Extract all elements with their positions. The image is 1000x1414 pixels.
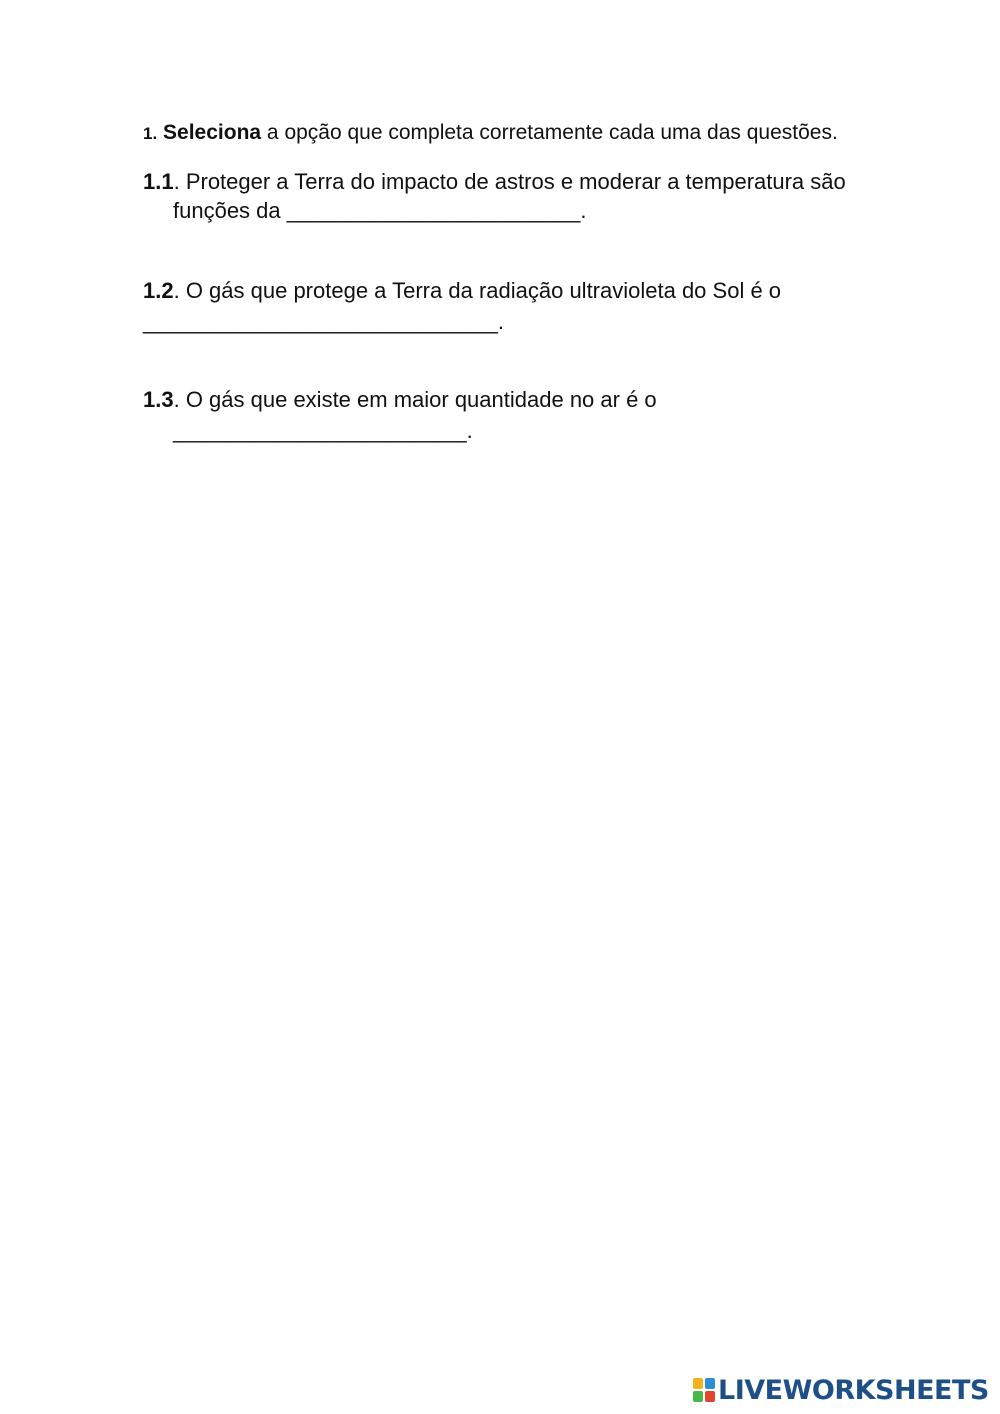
mark-square-green: [693, 1391, 703, 1402]
instruction-number: 1.: [143, 124, 158, 143]
question-1-1-text: . Proteger a Terra do impacto de astros e moderar a temperatura são: [173, 169, 846, 194]
mark-square-red: [705, 1391, 715, 1402]
liveworksheets-wordmark: LIVEWORKSHEETS: [718, 1374, 989, 1406]
question-1-1-number: 1.1: [143, 169, 174, 194]
question-1-1-blank[interactable]: funções da ________________________.: [173, 198, 587, 223]
question-1-2-line-1: [143, 276, 781, 306]
mark-square-yellow: [693, 1378, 703, 1389]
question-1-2-number: 1.2: [143, 278, 174, 303]
mark-square-blue: [705, 1378, 715, 1389]
question-1-2-blank[interactable]: _____________________________.: [143, 309, 504, 334]
question-1-3-blank[interactable]: ________________________.: [173, 418, 473, 443]
question-1-3-number: 1.3: [143, 387, 174, 412]
instruction-line: [143, 120, 943, 147]
question-1-3-answer-line[interactable]: [173, 416, 473, 446]
question-1-3-text: . O gás que existe em maior quantidade no ar é o: [173, 387, 657, 412]
instruction-bold-word: Seleciona: [163, 121, 262, 144]
question-1-1-line-1: [143, 167, 846, 197]
question-1-2-text: . O gás que protege a Terra da radiação ultravioleta do Sol é o: [173, 278, 782, 303]
question-1-1-answer-line[interactable]: [173, 196, 587, 226]
question-1-2-answer-line[interactable]: [143, 307, 504, 337]
liveworksheets-mark-icon: [693, 1378, 715, 1402]
instruction-text: a opção que completa corretamente cada uma das questões.: [261, 121, 838, 144]
liveworksheets-logo: [693, 1373, 989, 1407]
question-1-3-line-1: [143, 385, 657, 415]
